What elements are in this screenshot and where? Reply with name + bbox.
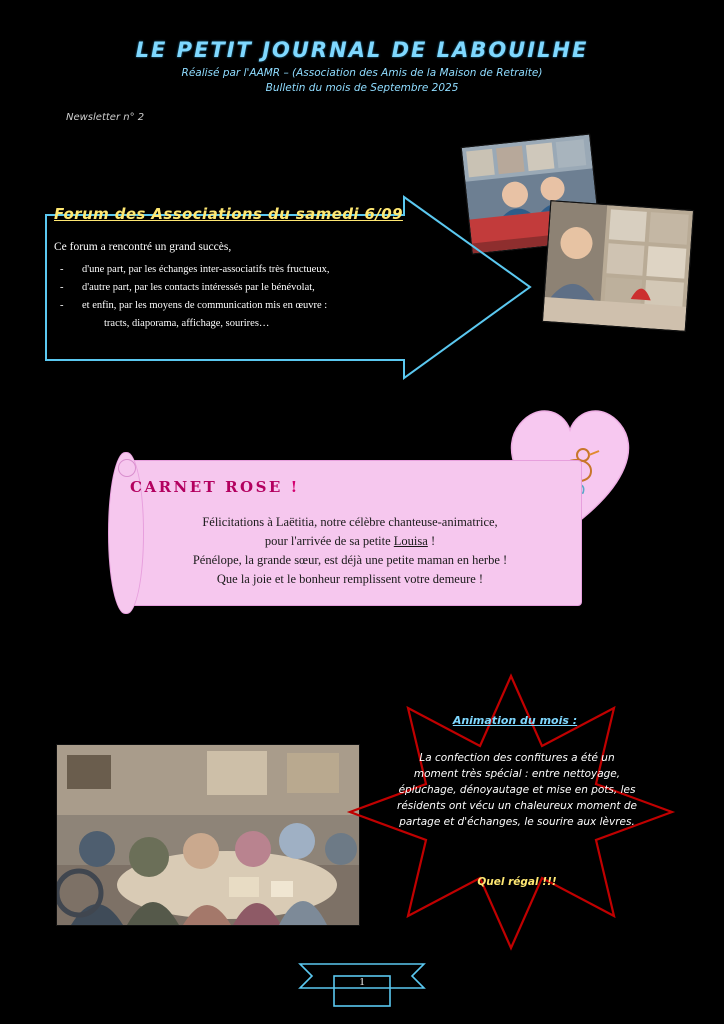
masthead-subtitle: Réalisé par l'AAMR – (Association des Amis de la Maison de Retraite) — [181, 67, 543, 79]
forum-bullet-text: d'autre part, par les contacts intéressés par le bénévolat, — [82, 282, 315, 293]
photo-jam-making-activity — [56, 744, 360, 926]
forum-title: Forum des Associations du samedi 6/09 — [54, 205, 403, 223]
forum-tail-text: tracts, diaporama, affichage, sourires… — [104, 318, 270, 329]
baby-name: Louisa — [393, 534, 428, 548]
forum-lead: Ce forum a rencontré un grand succès, — [54, 241, 232, 253]
masthead-issue-line: Bulletin du mois de Septembre 2025 — [265, 82, 459, 94]
photo-volunteer-table — [542, 200, 694, 332]
list-item — [60, 282, 404, 293]
dash-bullet-icon: - — [60, 282, 64, 293]
photo-volunteer-table-image — [543, 201, 693, 331]
forum-bullet-text: d'une part, par les échanges inter-associatifs très fructueux, — [82, 264, 330, 275]
forum-block — [54, 205, 404, 329]
carnet-line-4: Que la joie et le bonheur remplissent votre demeure ! — [216, 572, 484, 586]
forum-bullet-text: et enfin, par les moyens de communication mis en œuvre : — [82, 300, 328, 311]
scroll-roll — [108, 452, 144, 614]
forum-bullet-list — [54, 264, 404, 311]
list-item — [60, 300, 404, 311]
carnet-line-2-pre: pour l'arrivée de sa petite — [264, 534, 394, 548]
list-item — [60, 264, 404, 275]
photo-jam-making-image — [57, 745, 359, 925]
carnet-line-3: Pénélope, la grande sœur, est déjà une petite maman en herbe ! — [192, 553, 508, 567]
right-arrow-icon — [44, 195, 534, 380]
masthead — [0, 38, 724, 94]
carnet-rose-title-excl: ! — [290, 478, 300, 496]
animation-title: Animation du mois : — [452, 714, 578, 727]
carnet-rose-title — [130, 478, 300, 496]
carnet-rose-body — [140, 513, 560, 589]
page-title: LE PETIT JOURNAL DE LABOUILHE — [135, 38, 589, 62]
carnet-line-1: Félicitations à Laëtitia, notre célèbre chanteuse-animatrice, — [202, 515, 498, 529]
animation-exclamation: Quel régal !!! — [477, 876, 557, 888]
animation-text: La confection des confitures a été un moment très spécial : entre nettoyage, épluchage, dénoyautage et mise en pots, les résidents ont vécu un chaleureux moment de partage et d'échanges, le sourire aux lèvres. — [397, 752, 637, 828]
carnet-line-2 — [140, 532, 560, 551]
newsletter-number: Newsletter n° 2 — [66, 112, 145, 123]
dash-bullet-icon: - — [60, 300, 64, 311]
carnet-line-2-post: ! — [427, 534, 436, 548]
page-number: 1 — [359, 976, 365, 988]
dash-bullet-icon: - — [60, 264, 64, 275]
carnet-rose-title-text: CARNET ROSE — [130, 478, 283, 496]
